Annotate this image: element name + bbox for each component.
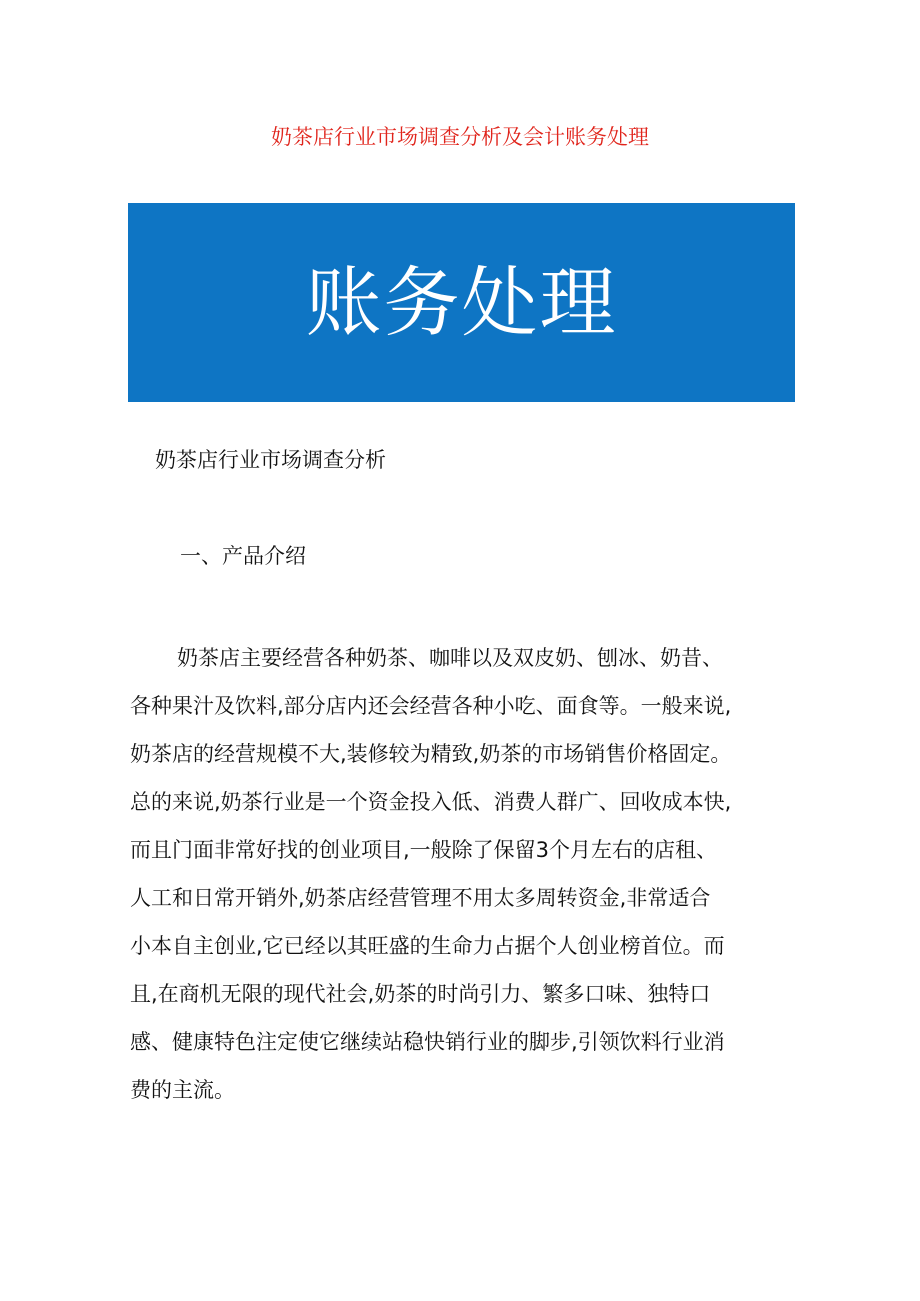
section-heading: 一、产品介绍 — [180, 544, 306, 568]
body-line: 奶茶店主要经营各种奶茶、咖啡以及双皮奶、刨冰、奶昔、 — [177, 646, 723, 670]
body-line: 感、健康特色注定使它继续站稳快销行业的脚步,引领饮料行业消 — [130, 1030, 725, 1054]
body-paragraph — [130, 634, 810, 1114]
document-title: 奶茶店行业市场调查分析及会计账务处理 — [271, 125, 649, 149]
subheading: 奶茶店行业市场调查分析 — [155, 448, 386, 472]
banner — [128, 203, 795, 402]
body-line: 小本自主创业,它已经以其旺盛的生命力占据个人创业榜首位。而 — [130, 934, 725, 958]
body-line: 人工和日常开销外,奶茶店经营管理不用太多周转资金,非常适合 — [130, 886, 711, 910]
banner-title: 账务处理 — [305, 257, 618, 347]
body-line: 且,在商机无限的现代社会,奶茶的时尚引力、繁多口味、独特口 — [130, 982, 711, 1006]
body-line: 费的主流。 — [130, 1078, 235, 1102]
body-line: 奶茶店的经营规模不大,装修较为精致,奶茶的市场销售价格固定。 — [130, 742, 732, 766]
body-line: 总的来说,奶茶行业是一个资金投入低、消费人群广、回收成本快, — [130, 790, 732, 814]
body-line: 而且门面非常好找的创业项目,一般除了保留3个月左右的店租、 — [130, 838, 718, 862]
body-line: 各种果汁及饮料,部分店内还会经营各种小吃、面食等。一般来说, — [130, 694, 732, 718]
